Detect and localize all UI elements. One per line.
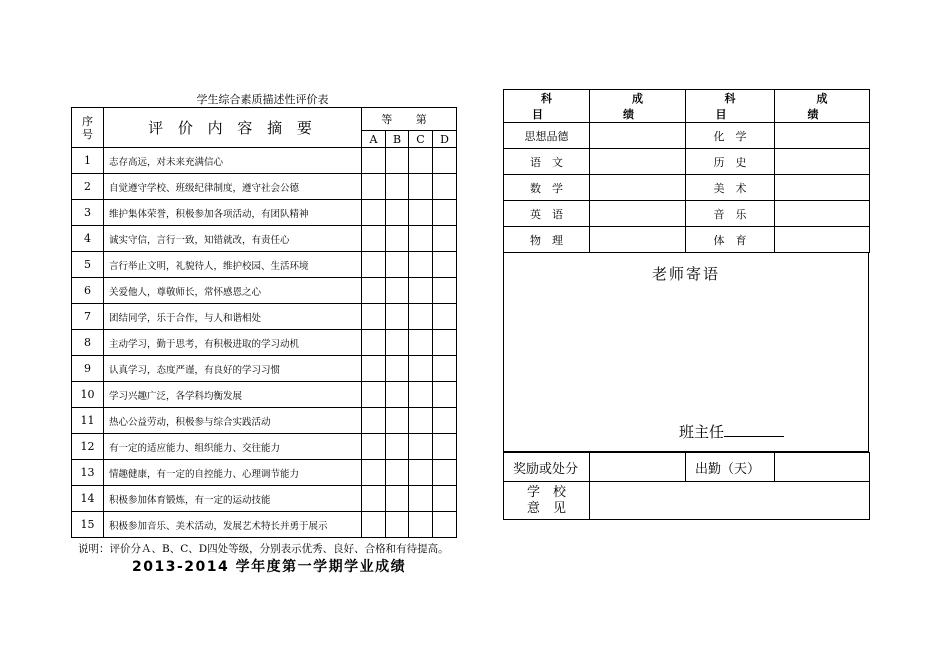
evaluation-row [72,356,457,382]
grade-cell-d[interactable] [433,330,457,356]
evaluation-row-number: 5 [72,252,104,278]
grade-cell-c[interactable] [409,434,433,460]
grade-cell-c[interactable] [409,278,433,304]
evaluation-row-number: 14 [72,486,104,512]
grade-cell-d[interactable] [433,486,457,512]
subject-score[interactable] [775,227,870,253]
evaluation-row [72,382,457,408]
school-opinion-line-2: 意 见 [526,500,566,516]
evaluation-row-number: 8 [72,330,104,356]
evaluation-row [72,174,457,200]
evaluation-row-text: 热心公益劳动，积极参与综合实践活动 [104,408,362,434]
subject-name: 英 语 [504,201,590,227]
head-teacher-signature-line [724,422,784,437]
evaluation-row [72,330,457,356]
grade-cell-c[interactable] [409,460,433,486]
header-summary: 评 价 内 容 摘 要 [104,108,362,148]
header-number-bottom: 号 [82,127,93,141]
subject-score[interactable] [590,149,686,175]
evaluation-row-number: 11 [72,408,104,434]
grade-cell-b[interactable] [386,226,409,252]
evaluation-row [72,226,457,252]
evaluation-table-title: 学生综合素质描述性评价表 [196,93,329,106]
grade-cell-d[interactable] [433,382,457,408]
evaluation-row-number: 1 [72,148,104,174]
grade-cell-c[interactable] [409,200,433,226]
grade-cell-d[interactable] [433,226,457,252]
subject-name: 美 术 [686,175,775,201]
school-opinion-line-1: 学 校 [526,484,566,500]
evaluation-row [72,434,457,460]
subject-name: 数 学 [504,175,590,201]
grade-cell-b[interactable] [386,200,409,226]
grade-cell-b[interactable] [386,278,409,304]
grade-cell-d[interactable] [433,408,457,434]
subject-name: 历 史 [686,149,775,175]
grade-cell-c[interactable] [409,356,433,382]
grade-cell-a[interactable] [362,434,386,460]
grade-cell-b[interactable] [386,148,409,174]
grade-cell-a[interactable] [362,200,386,226]
grade-cell-c[interactable] [409,486,433,512]
subject-score[interactable] [590,201,686,227]
grades-row [504,149,870,175]
grade-cell-a[interactable] [362,382,386,408]
subject-name: 化 学 [686,123,775,149]
grades-row [504,175,870,201]
grade-level-b: B [386,131,409,148]
grade-cell-a[interactable] [362,460,386,486]
subject-name: 体 育 [686,227,775,253]
evaluation-row-number: 12 [72,434,104,460]
evaluation-row-number: 4 [72,226,104,252]
grade-cell-d[interactable] [433,174,457,200]
grade-level-a: A [362,131,386,148]
grades-row [504,123,870,149]
subject-score[interactable] [590,227,686,253]
header-grade: 等 第 [362,108,457,131]
evaluation-row-number: 2 [72,174,104,200]
grade-cell-c[interactable] [409,512,433,538]
evaluation-row-number: 3 [72,200,104,226]
subject-name: 语 文 [504,149,590,175]
evaluation-row [72,304,457,330]
grade-cell-b[interactable] [386,356,409,382]
grade-cell-d[interactable] [433,356,457,382]
evaluation-row [72,278,457,304]
grade-cell-d[interactable] [433,148,457,174]
grade-cell-d[interactable] [433,460,457,486]
grade-cell-d[interactable] [433,434,457,460]
reward-attendance-table [503,452,870,520]
grade-cell-b[interactable] [386,408,409,434]
head-teacher-label: 班主任 [679,423,725,441]
grades-row [504,227,870,253]
teacher-comment-box [503,253,869,452]
grade-cell-b[interactable] [386,330,409,356]
head-teacher-signature [679,421,784,442]
grade-cell-c[interactable] [409,148,433,174]
grade-cell-d[interactable] [433,278,457,304]
evaluation-row-text: 有一定的适应能力、组织能力、交往能力 [104,434,362,460]
evaluation-row [72,252,457,278]
evaluation-row-text: 志存高远，对未来充满信心 [104,148,362,174]
subject-score[interactable] [775,123,870,149]
header-subject-1: 科 目 [504,90,590,123]
subject-name: 音 乐 [686,201,775,227]
grade-cell-d[interactable] [433,512,457,538]
evaluation-row-text: 积极参加音乐、美术活动，发展艺术特长并勇于展示 [104,512,362,538]
evaluation-row-number: 13 [72,460,104,486]
grade-cell-a[interactable] [362,226,386,252]
grade-cell-b[interactable] [386,486,409,512]
evaluation-row-text: 积极参加体育锻炼，有一定的运动技能 [104,486,362,512]
evaluation-row-number: 7 [72,304,104,330]
evaluation-row-text: 关爱他人，尊敬师长，常怀感恩之心 [104,278,362,304]
grade-cell-a[interactable] [362,486,386,512]
grade-cell-c[interactable] [409,382,433,408]
evaluation-row [72,200,457,226]
grade-cell-c[interactable] [409,304,433,330]
grade-cell-a[interactable] [362,408,386,434]
grade-cell-c[interactable] [409,408,433,434]
evaluation-row-text: 学习兴趣广泛，各学科均衡发展 [104,382,362,408]
grade-cell-b[interactable] [386,382,409,408]
reward-label: 奖励或处分 [504,453,590,482]
evaluation-row-text: 维护集体荣誉，积极参加各项活动，有团队精神 [104,200,362,226]
evaluation-row [72,148,457,174]
evaluation-row [72,486,457,512]
semester-title: 2013-2014 学年度第一学期学业成绩 [132,559,407,575]
grade-cell-b[interactable] [386,512,409,538]
subject-score[interactable] [590,175,686,201]
grade-cell-d[interactable] [433,252,457,278]
header-score-1: 成 绩 [590,90,686,123]
evaluation-row-text: 诚实守信，言行一致，知错就改，有责任心 [104,226,362,252]
grade-cell-b[interactable] [386,174,409,200]
evaluation-row-text: 自觉遵守学校、班级纪律制度，遵守社会公德 [104,174,362,200]
grade-cell-a[interactable] [362,252,386,278]
header-number-top: 序 [82,114,93,128]
evaluation-row-number: 10 [72,382,104,408]
grade-cell-b[interactable] [386,434,409,460]
grade-cell-a[interactable] [362,148,386,174]
grade-cell-c[interactable] [409,252,433,278]
school-opinion-label [504,482,590,520]
header-subject-2: 科 目 [686,90,775,123]
evaluation-table [71,107,457,538]
grade-cell-a[interactable] [362,356,386,382]
subject-name: 物 理 [504,227,590,253]
grade-cell-b[interactable] [386,304,409,330]
attendance-value [775,453,870,482]
grade-cell-a[interactable] [362,174,386,200]
teacher-comment-title: 老师寄语 [651,265,720,283]
evaluation-row-text: 言行举止文明，礼貌待人，维护校园、生活环境 [104,252,362,278]
grade-cell-a[interactable] [362,512,386,538]
evaluation-row-text: 主动学习，勤于思考，有积极进取的学习动机 [104,330,362,356]
grade-cell-a[interactable] [362,330,386,356]
grade-cell-b[interactable] [386,460,409,486]
grades-row [504,201,870,227]
school-opinion-value [590,482,870,520]
subject-name: 思想品德 [504,123,590,149]
evaluation-row-number: 15 [72,512,104,538]
evaluation-row-text: 认真学习，态度严谨，有良好的学习习惯 [104,356,362,382]
grade-cell-b[interactable] [386,252,409,278]
subject-score[interactable] [775,175,870,201]
subject-score[interactable] [590,123,686,149]
header-score-2: 成 绩 [775,90,870,123]
grades-table [503,89,875,253]
evaluation-row-text: 情趣健康，有一定的自控能力、心理调节能力 [104,460,362,486]
evaluation-row [72,512,457,538]
evaluation-row-number: 9 [72,356,104,382]
evaluation-row [72,460,457,486]
grade-level-c: C [409,131,433,148]
reward-value [590,453,686,482]
grade-cell-d[interactable] [433,304,457,330]
evaluation-row-text: 团结同学，乐于合作，与人和谐相处 [104,304,362,330]
evaluation-row [72,408,457,434]
subject-score[interactable] [775,149,870,175]
report-card-right [503,89,875,520]
grading-note: 说明：评价分Ａ、B、C、D四处等级，分别表示优秀、良好、合格和有待提高。 [78,543,449,555]
grade-cell-c[interactable] [409,226,433,252]
grade-cell-c[interactable] [409,174,433,200]
evaluation-row-number: 6 [72,278,104,304]
attendance-label: 出勤（天） [686,453,775,482]
grade-cell-d[interactable] [433,200,457,226]
grade-cell-c[interactable] [409,330,433,356]
grade-cell-a[interactable] [362,304,386,330]
subject-score[interactable] [775,201,870,227]
grade-cell-a[interactable] [362,278,386,304]
header-number [72,108,104,148]
grade-level-d: D [433,131,457,148]
